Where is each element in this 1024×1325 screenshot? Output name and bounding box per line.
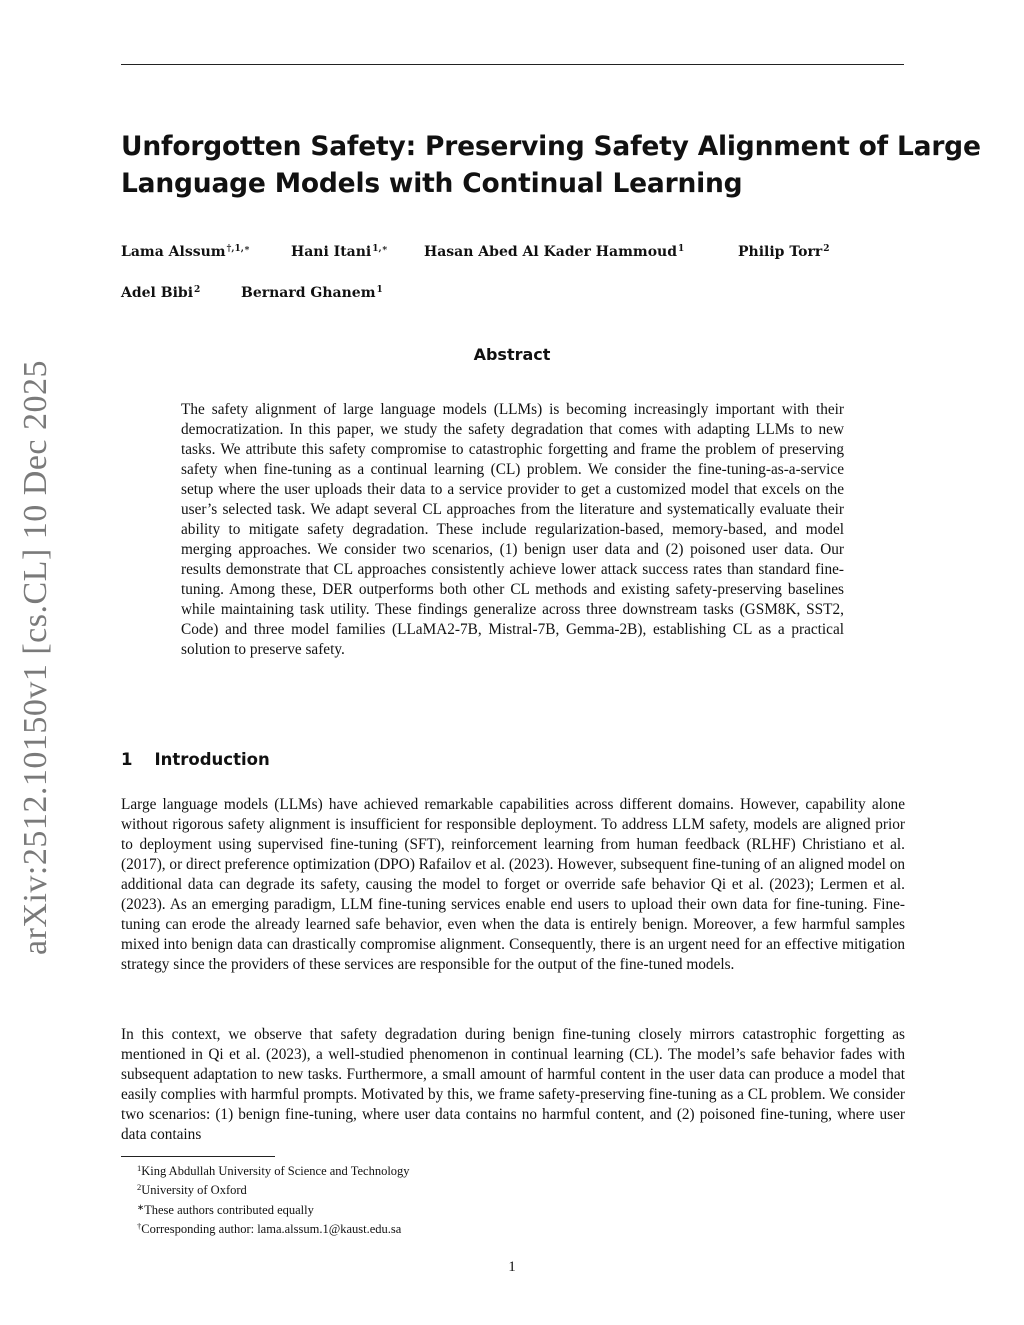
- footnote: [137, 1179, 410, 1198]
- body-paragraph: Large language models (LLMs) have achieved remarkable capabilities across different domains. However, capability alone without rigorous safety alignment is insufficient for responsible deployment. To address LLM safety, models are aligned prior to deployment using supervised fine-tuning (SFT), reinforcement learning from human feedback (RLHF) Christiano et al. (2017), or direct preference optimization (DPO) Rafailov et al. (2023). However, subsequent fine-tuning of an aligned model on additional data can degrade its safety, causing the model to forget or override safe behavior Qi et al. (2023); Lermen et al. (2023). As an emerging paradigm, LLM fine-tuning services enable end users to upload their own data for fine-tuning. Fine-tuning can erode the already learned safe behavior, even when the data is entirely benign. Moreover, a few harmful samples mixed into benign data can drastically compromise alignment. Consequently, there is an urgent need for an effective mitigation strategy since the providers of these services are responsible for the output of the fine-tuned models.: [121, 796, 905, 973]
- paper-title: [121, 128, 981, 202]
- abstract-text: The safety alignment of large language models (LLMs) is becoming increasingly important with their democratization. In this paper, we study the safety degradation that comes with adapting LLMs to new tasks. We attribute this safety compromise to catastrophic forgetting and frame the problem of preserving safety when fine-tuning as a continual learning (CL) problem. We consider the fine-tuning-as-a-service setup where the user uploads their data to a service provider to get a customized model that excels on the user’s selected task. We adapt several CL approaches from the literature and systematically evaluate their ability to mitigate safety degradation. These include regularization-based, memory-based, and model merging approaches. We consider two scenarios, (1) benign user data and (2) poisoned user data. Our results demonstrate that CL approaches consistently achieve lower attack success rates than standard fine-tuning. Among these, DER outperforms both other CL methods and existing safety-preserving baselines while maintaining task utility. These findings generalize across three downstream tasks (GSM8K, SST2, Code) and three model families (LLaMA2-7B, Mistral-7B, Gemma-2B), establishing CL as a practical solution to preserve safety.: [181, 401, 844, 658]
- author: [121, 244, 250, 260]
- author-name: Philip Torr: [738, 244, 823, 260]
- footnote-text: These authors contributed equally: [144, 1202, 314, 1217]
- author-affiliation: 1,∗: [372, 244, 388, 254]
- footnote-text: King Abdullah University of Science and Technology: [141, 1164, 410, 1178]
- footnote-mark: 1: [137, 1163, 142, 1173]
- author-name: Adel Bibi: [121, 285, 194, 301]
- author: [121, 285, 200, 301]
- author-affiliation: †,1,∗: [226, 244, 251, 254]
- footnote-mark: †: [137, 1220, 142, 1231]
- footnote-mark: 2: [137, 1182, 142, 1193]
- footnote-rule: [121, 1156, 275, 1157]
- footnote: [137, 1199, 410, 1218]
- author-affiliation: 1: [678, 244, 685, 254]
- arxiv-identifier-stamp: arXiv:2512.10150v1 [cs.CL] 10 Dec 2025: [17, 359, 54, 955]
- author-name: Lama Alssum: [121, 244, 226, 260]
- footnotes: [137, 1160, 410, 1237]
- author: [291, 244, 388, 260]
- author-name: Hasan Abed Al Kader Hammoud: [424, 244, 677, 260]
- footnote: [137, 1160, 410, 1179]
- author-affiliation: 2: [194, 285, 201, 295]
- section-heading: [121, 750, 270, 769]
- abstract-heading: Abstract: [473, 345, 551, 364]
- author-name: Bernard Ghanem: [241, 285, 376, 301]
- author: [241, 285, 383, 301]
- author: [738, 244, 830, 260]
- footnote-text: Corresponding author: lama.alssum.1@kaust.edu.sa: [141, 1221, 402, 1236]
- section-number: 1: [121, 750, 133, 769]
- title-line-1: Unforgotten Safety: Preserving Safety Alignment of Large: [121, 131, 981, 162]
- body-paragraph: In this context, we observe that safety degradation during benign fine-tuning closely mirrors catastrophic forgetting as mentioned in Qi et al. (2023), a well-studied phenomenon in continual learning (CL). The model’s safe behavior fades with subsequent adaptation to new tasks. Furthermore, a small amount of harmful content in the user data can produce a model that easily complies with harmful prompts. Motivated by this, we frame safety-preserving fine-tuning as a CL problem. We consider two scenarios: (1) benign fine-tuning, where user data contains no harmful content, and (2) poisoned fine-tuning, where user data contains: [121, 1026, 905, 1143]
- author: [424, 244, 684, 260]
- title-line-2: Language Models with Continual Learning: [121, 168, 743, 199]
- footnote: [137, 1218, 410, 1237]
- footnote-mark: ∗: [137, 1201, 145, 1212]
- author-name: Hani Itani: [291, 244, 372, 260]
- footnote-text: University of Oxford: [141, 1183, 247, 1198]
- header-rule: [121, 64, 904, 65]
- section-title: Introduction: [154, 750, 270, 769]
- author-affiliation: 1: [376, 285, 383, 295]
- page-number: 1: [508, 1259, 516, 1275]
- author-affiliation: 2: [823, 244, 830, 254]
